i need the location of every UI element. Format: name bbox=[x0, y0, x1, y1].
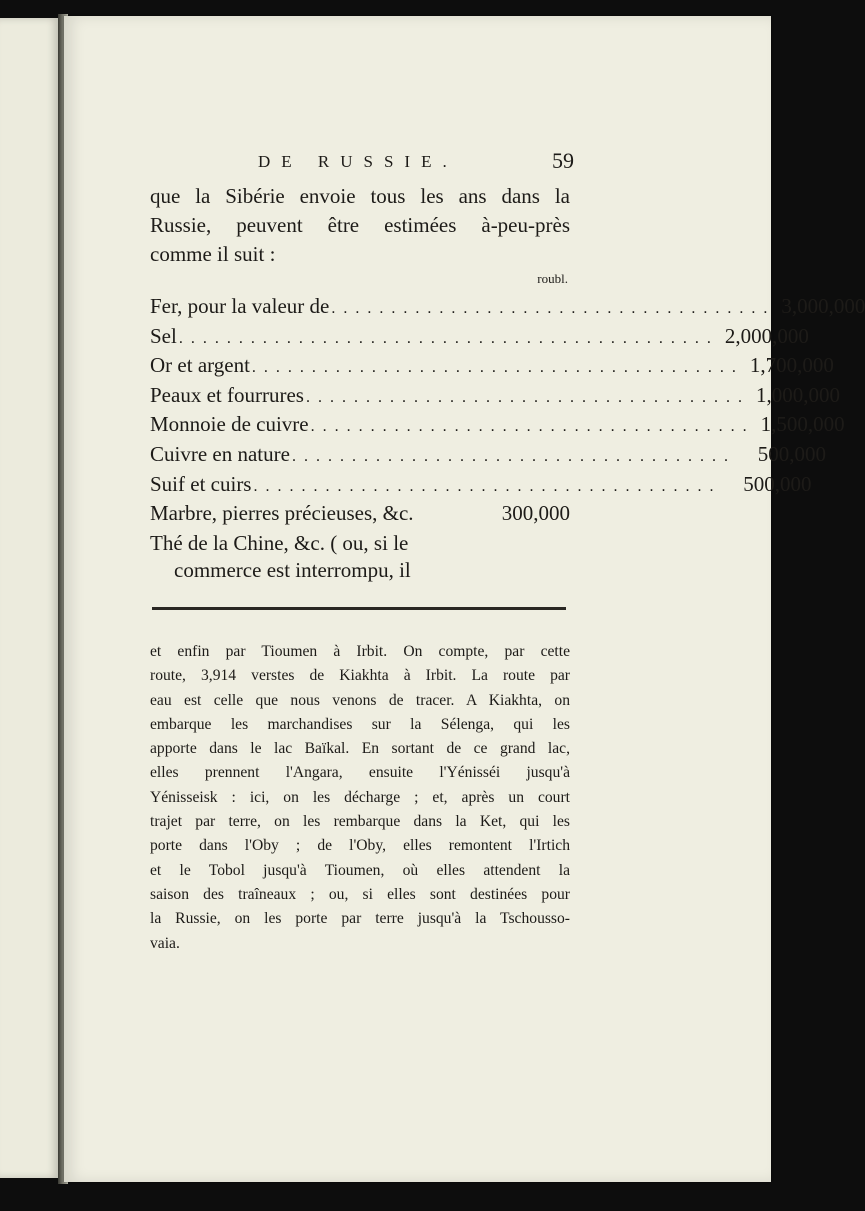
row-value: 2,000,000 bbox=[724, 323, 809, 348]
footnote-line: saison des traîneaux ; ou, si elles sont destinées pour bbox=[150, 885, 570, 903]
footnote-line: et enfin par Tioumen à Irbit. On compte, par cette bbox=[150, 642, 570, 660]
text-line: que la Sibérie envoie tous les ans dans la bbox=[150, 184, 570, 208]
footnote-line: Yénisseisk : ici, on les décharge ; et, après un court bbox=[150, 788, 570, 806]
table-row bbox=[150, 382, 840, 412]
dot-leader: . . . . . . . . . . . . . . . . . . . . . . . . . . . . . . . . . . . . . bbox=[310, 418, 749, 436]
text-line: Thé de la Chine, &c. ( ou, si le bbox=[150, 530, 409, 555]
footnote-line: elles prennent l'Angara, ensuite l'Yénisséi jusqu'à bbox=[150, 764, 570, 782]
row-value: 1,500,000 bbox=[760, 412, 845, 437]
footnote-line: embarque les marchandises sur la Sélenga, qui les bbox=[150, 715, 570, 733]
row-label: Monnoie de cuivre bbox=[150, 412, 309, 437]
text-line: comme il suit : bbox=[150, 242, 276, 266]
row-label: Or et argent bbox=[150, 353, 250, 378]
footnote-line: vaia. bbox=[150, 934, 180, 952]
row-value: 500,000 bbox=[757, 441, 826, 466]
running-title: DE RUSSIE. bbox=[258, 152, 458, 171]
footnote-line: apporte dans le lac Baïkal. En sortant de ce grand lac, bbox=[150, 740, 570, 758]
dot-leader: . . . . . . . . . . . . . . . . . . . . . . . . . . . . . . . . . . . . . bbox=[291, 447, 730, 465]
table-row bbox=[150, 500, 570, 530]
text-line: commerce est interrompu, il bbox=[174, 558, 411, 583]
row-value: 500,000 bbox=[743, 471, 812, 496]
unit-label: roubl. bbox=[537, 271, 568, 286]
previous-page-edge bbox=[0, 18, 60, 1178]
footnote-line: eau est celle que nous venons de tracer. A Kiakhta, on bbox=[150, 691, 570, 709]
text-line: Russie, peuvent être estimées à-peu-près bbox=[150, 213, 570, 237]
row-label: Fer, pour la valeur de bbox=[150, 294, 330, 318]
dot-leader: . . . . . . . . . . . . . . . . . . . . . . . . . . . . . . . . . . . . . . . . . . . . . bbox=[178, 329, 713, 347]
dot-leader: . . . . . . . . . . . . . . . . . . . . . . . . . . . . . . . . . . . . . bbox=[331, 300, 770, 317]
table-row bbox=[150, 411, 845, 441]
row-value: 300,000 bbox=[501, 501, 570, 526]
goods-table bbox=[150, 293, 865, 530]
row-label: Peaux et fourrures bbox=[150, 382, 304, 407]
table-row bbox=[150, 441, 826, 471]
footnote-line: la Russie, on les porte par terre jusqu'à la Tschousso- bbox=[150, 910, 570, 928]
row-label: Cuivre en nature bbox=[150, 441, 290, 466]
page-number: 59 bbox=[552, 148, 574, 173]
footnote-line: et le Tobol jusqu'à Tioumen, où elles attendent la bbox=[150, 861, 570, 879]
intro-paragraph bbox=[150, 182, 570, 269]
row-value: 1,700,000 bbox=[749, 353, 834, 378]
footnote bbox=[150, 640, 570, 956]
row-value: 1,000,000 bbox=[755, 382, 840, 407]
tail-paragraph bbox=[150, 530, 570, 585]
row-value: 3,000,000 bbox=[781, 294, 865, 318]
dot-leader: . . . . . . . . . . . . . . . . . . . . . . . . . . . . . . . . . . . . . . . bbox=[253, 477, 716, 495]
running-head bbox=[150, 148, 574, 182]
page-content bbox=[150, 148, 865, 956]
table-row bbox=[150, 293, 865, 323]
row-label: Suif et cuirs bbox=[150, 471, 252, 496]
table-row bbox=[150, 471, 812, 501]
row-label: Sel bbox=[150, 323, 177, 348]
dot-leader: . . . . . . . . . . . . . . . . . . . . . . . . . . . . . . . . . . . . . bbox=[305, 388, 744, 406]
footnote-rule bbox=[152, 607, 566, 610]
dot-leader: . . . . . . . . . . . . . . . . . . . . . . . . . . . . . . . . . . . . . . . . . bbox=[251, 359, 738, 377]
row-label: Marbre, pierres précieuses, &c. bbox=[150, 501, 414, 526]
table-row bbox=[150, 323, 809, 353]
footnote-line: trajet par terre, on les rembarque dans la Ket, qui les bbox=[150, 813, 570, 831]
table-row bbox=[150, 352, 834, 382]
footnote-line: porte dans l'Oby ; de l'Oby, elles remontent l'Irtich bbox=[150, 837, 570, 855]
footnote-line: route, 3,914 verstes de Kiakhta à Irbit. La route par bbox=[150, 667, 570, 685]
